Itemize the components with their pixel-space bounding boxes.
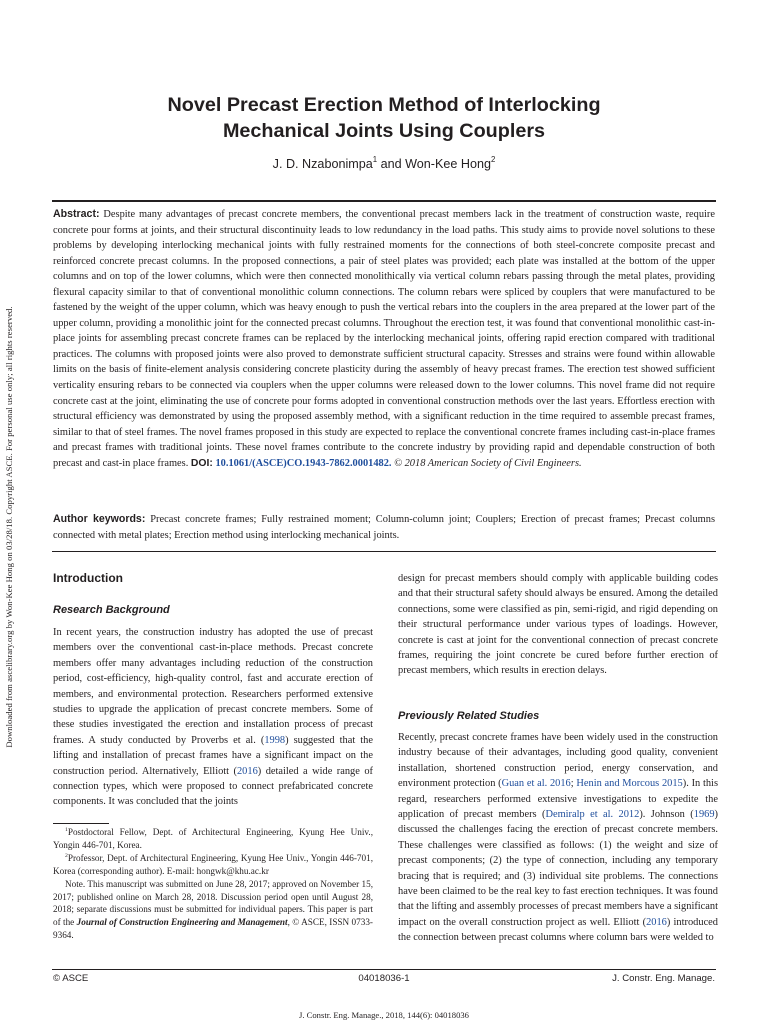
previous-text-2: ). In this regard, researchers performed extensive investigations to expedite the application of precast members (: [398, 778, 718, 821]
previous-text-4: ) discussed the challenges facing the erection of precast concrete members. These challenges were classified as follows: (1) the weight and size of precast components; (2) the type of connection, including any temporary bracing that is required; and (3) individual site problems. The connections have been claimed to be the real key to fast erection techniques. It was found that the lifting and assembly processes of precast members have a significant impact on the overall construction project as well. Elliott (: [398, 809, 718, 928]
download-watermark: [2, 247, 16, 807]
footnote-1-mark: 1: [65, 827, 68, 833]
manuscript-note: [53, 878, 373, 943]
citation-elliott-2016[interactable]: 2016: [236, 765, 258, 777]
abstract-block: [53, 207, 715, 471]
doi-link[interactable]: 10.1061/(ASCE)CO.1943-7862.0001482.: [215, 457, 392, 469]
intro-continuation-paragraph: design for precast members should comply with applicable building codes and that their structural safety should always be ensured. Among the detailed connections, some were classified as pin, semi-rigid, and rigid depending on their structural performance under various types of loadings. However, concrete is cast at joint for the conventional connection of precast concrete frames, requiring the joint concrete be cured before further erection of precast members, which results in erection delays.: [398, 573, 718, 677]
footnotes: [53, 826, 373, 942]
abstract-copyright: © 2018 American Society of Civil Engineers.: [394, 457, 582, 469]
abstract-label: Abstract:: [53, 208, 100, 220]
abstract-divider: [52, 551, 716, 552]
footer-publisher: © ASCE: [53, 973, 89, 984]
section-heading-introduction: Introduction: [53, 571, 123, 585]
author-1-affiliation-mark: 1: [372, 155, 378, 164]
paper-title-line-2: Mechanical Joints Using Couplers: [222, 120, 546, 142]
author-list: [52, 157, 716, 171]
footnote-divider: [53, 823, 109, 824]
previous-text-5: ) introduced the connection between precast columns where column bars were welded to: [398, 916, 718, 944]
author-1: J. D. Nzabonimpa: [272, 157, 373, 171]
doi-label: DOI:: [190, 457, 213, 469]
journal-issn: , © ASCE, ISSN 0733-9364.: [53, 917, 373, 941]
previous-studies-body: [398, 730, 718, 946]
previous-text-3: ). Johnson (: [639, 809, 694, 821]
intro-text-3: ) detailed a wide range of connection types, which were proposed to connect prefabricated concrete components. It was concluded that the joints: [53, 765, 373, 808]
subsection-heading-research-background: Research Background: [53, 604, 170, 616]
citation-johnson-1969[interactable]: 1969: [693, 809, 715, 821]
abstract-text: Despite many advantages of precast concrete members, the conventional precast members lack in the treatment of construction waste, require concrete pour forms at joints, and their structural discontinuity leads to low redundancy in the load paths. This study aims to provide novel solutions to these problems by developing interlocking mechanical joints with fully restrained moments for the connections of both steel-concrete composite precast and reinforced concrete precast columns. In the proposed connections, a pair of steel plates was provided; each plate was installed at the bottom of the upper columns and on top of the lower columns, which were then connected monolithically via vertical column rebars passing through the metal plates, providing flexural capacity similar to that of conventional monolithic column connections. The column rebars were spliced by couplers that were manufactured to be fastened by the weight of the upper column, which was heavy enough to push the vertical rebars into the couplers in the area prepared at the lower part of the upper column, providing a monolithic joint for the connected precast columns. Throughout the erection test, it was found that conventional monolithic cast-in-place joints for assembling precast concrete frames can be replaced by the interlocking mechanical joints, offering rapid erection compared with traditional practices. The columns with proposed joints were also proved to demonstrate sufficient structural capacity. Stresses and strains were found within allowable limits on the basis of finite-element analysis considering concrete plasticity during the assembly of heavy precast frames. The erection test showed sufficient verticality ensuring rebars to be connected via couplers when the upper columns were released down to the lower columns. This novel frame did not require concrete cast at the joint, eliminating the use of concrete pour forms adopted in conventional construction methods over the last years. Effortless erection with structural efficiency was demonstrated by using the proposed assembly method, with a significant reduction in the time required to assemble precast frames, similar to that of steel frames. The novel frames proposed in this study are expected to replace the conventional concrete frames including cast-in-place frames and precast frames with traditional joints. These novel frames contribute to the concrete industry by providing rapid and dependable construction of both precast and cast-in place frames.: [53, 209, 715, 469]
subsection-heading-previous-studies: Previously Related Studies: [398, 710, 540, 722]
paper-title-line-1: Novel Precast Erection Method of Interlocking: [167, 94, 601, 116]
footnote-2-mark: 2: [65, 852, 68, 859]
intro-text-1: In recent years, the construction industry has adopted the use of precast members over the conventional cast-in-place methods. Precast concrete members offer many advantages including reduction of the construction period, cost-efficiency, high-quality control, fast and accurate erection of members, and environmental protection. Researchers performed extensive studies to upgrade the application of precast concrete members. Some of these studies investigated the erection and installation process of precast frames. A study conducted by Proverbs et al. (: [53, 627, 373, 746]
author-2: Won-Kee Hong: [405, 157, 491, 171]
author-separator: and: [377, 157, 406, 171]
keywords-text: Precast concrete frames; Fully restrained moment; Column-column joint; Couplers; Erection of precast frames; Precast columns connected with metal plates; Erection method using interlocking mechanical joints.: [53, 514, 715, 541]
footer-journal: J. Constr. Eng. Manage.: [612, 973, 715, 984]
previous-studies-paragraph: [398, 730, 718, 946]
citation-separator: ;: [570, 778, 577, 790]
keywords-block: [53, 512, 715, 543]
keywords-label: Author keywords:: [53, 513, 146, 525]
intro-paragraph: [53, 625, 373, 810]
manuscript-note-text: Note. This manuscript was submitted on June 28, 2017; approved on November 15, 2017; published online on March 28, 2018. Discussion period open until August 28, 2018; separate discussions must be submitted for individual papers. This paper is part of the: [53, 878, 373, 928]
citation-line: J. Constr. Eng. Manage., 2018, 144(6): 04018036: [299, 1010, 469, 1020]
citation-henin-morcous-2015[interactable]: Henin and Morcous 2015: [576, 778, 683, 790]
previous-text-1: Recently, precast concrete frames have been widely used in the construction industry because of their advantages, including good quality, convenient installation, shortened construction period, energy conservation, and environment protection (: [398, 732, 718, 790]
right-column-body: [398, 571, 718, 679]
download-watermark-text: Downloaded from ascelibrary.org by Won-Kee Hong on 03/28/18. Copyright ASCE. For personal use only; all rights reserved.: [4, 306, 14, 748]
left-column-body: [53, 625, 373, 810]
top-divider: [52, 200, 716, 202]
intro-text-2: ) suggested that the lifting and installation of precast frames have a significant impact on the construction period. Alternatively, Elliott (: [53, 734, 373, 777]
footnote-1-text: Postdoctoral Fellow, Dept. of Architectural Engineering, Kyung Hee Univ., Yongin 446-701, Korea.: [53, 827, 373, 850]
footer-divider: [52, 969, 716, 970]
citation-elliott-2016-b[interactable]: 2016: [646, 916, 667, 928]
author-2-affiliation-mark: 2: [490, 155, 496, 164]
paper-title: [52, 92, 716, 144]
citation-demiralp-2012[interactable]: Demiralp et al. 2012: [545, 809, 640, 821]
footnote-2-text: Professor, Dept. of Architectural Engineering, Kyung Hee Univ., Yongin 446-701, Korea (corresponding author). E-mail: hongwk@khu.ac.kr: [53, 852, 373, 876]
journal-name: Journal of Construction Engineering and Management: [76, 917, 288, 928]
footnote-2: [53, 852, 373, 878]
footnote-1: [53, 826, 373, 852]
footer-page-id: 04018036-1: [358, 973, 410, 984]
citation-guan-2016[interactable]: Guan et al. 2016: [501, 778, 571, 790]
citation-proverbs-1998[interactable]: 1998: [264, 734, 286, 746]
